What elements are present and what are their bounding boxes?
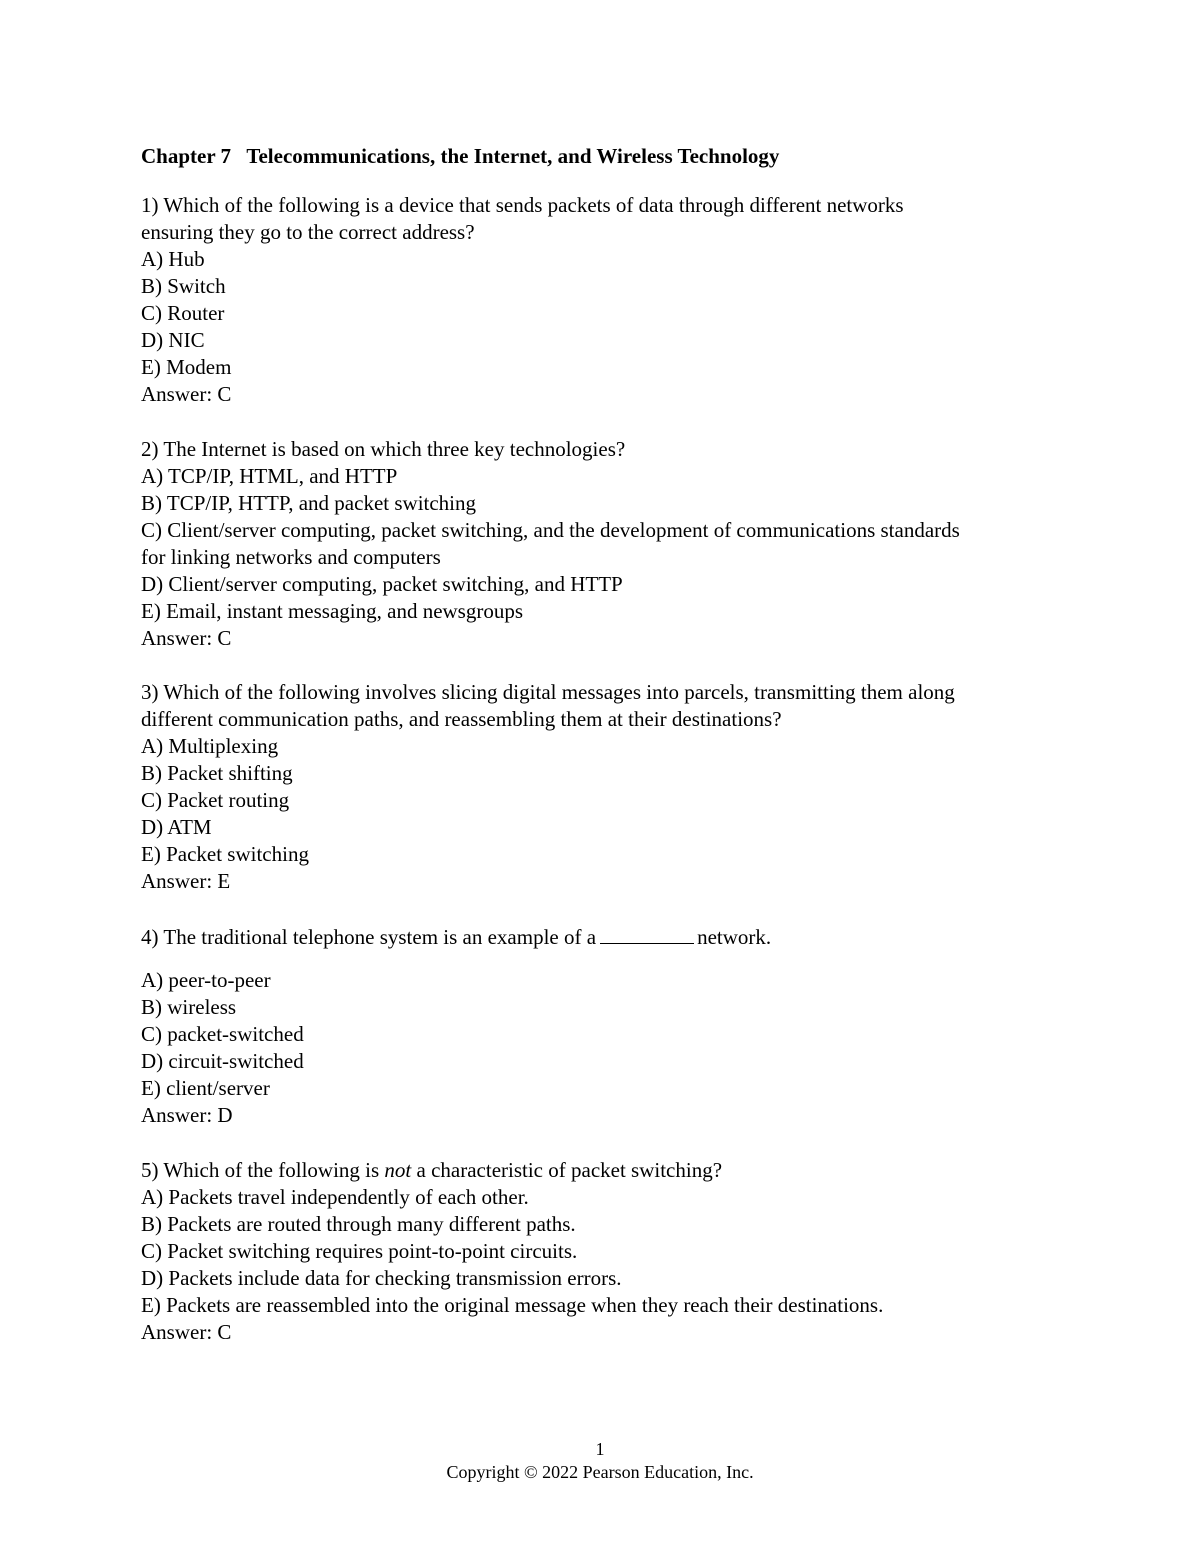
question-text-before-blank: 4) The traditional telephone system is an example of a (141, 925, 597, 949)
option: C) Packet switching requires point-to-point circuits. (141, 1239, 578, 1263)
option: E) Packets are reassembled into the original message when they reach their destinations. (141, 1293, 884, 1317)
question-text: 2) The Internet is based on which three key technologies? (141, 437, 626, 461)
option: D) Client/server computing, packet switching, and HTTP (141, 572, 623, 596)
question-text-after-italic: a characteristic of packet switching? (416, 1158, 723, 1182)
answer: Answer: D (141, 1103, 233, 1127)
option: A) Packets travel independently of each other. (141, 1185, 529, 1209)
option: C) Router (141, 301, 225, 325)
question-text: ensuring they go to the correct address? (141, 220, 475, 244)
fill-in-blank (600, 923, 694, 944)
chapter-title: Chapter 7 Telecommunications, the Internet, and Wireless Technology (141, 144, 780, 168)
answer: Answer: C (141, 1320, 232, 1344)
question-text: 1) Which of the following is a device that sends packets of data through different networks (141, 193, 904, 217)
option: B) Switch (141, 274, 226, 298)
option-continuation: for linking networks and computers (141, 545, 441, 569)
option: D) NIC (141, 328, 205, 352)
option: A) Multiplexing (141, 734, 279, 758)
question-text: 3) Which of the following involves slicing digital messages into parcels, transmitting them along (141, 680, 955, 704)
question-text (141, 1157, 722, 1184)
question-text: different communication paths, and reassembling them at their destinations? (141, 707, 782, 731)
answer: Answer: C (141, 626, 232, 650)
option: E) client/server (141, 1076, 270, 1100)
answer: Answer: E (141, 869, 231, 893)
option: C) packet-switched (141, 1022, 304, 1046)
option: A) peer-to-peer (141, 968, 271, 992)
option: B) Packets are routed through many different paths. (141, 1212, 576, 1236)
option: A) Hub (141, 247, 205, 271)
question-text-after-blank: network. (697, 925, 772, 949)
answer: Answer: C (141, 382, 232, 406)
option: B) Packet shifting (141, 761, 293, 785)
option: A) TCP/IP, HTML, and HTTP (141, 464, 398, 488)
option: E) Email, instant messaging, and newsgroups (141, 599, 524, 623)
option: E) Packet switching (141, 842, 309, 866)
option: C) Client/server computing, packet switching, and the development of communications standards (141, 518, 960, 542)
option: B) TCP/IP, HTTP, and packet switching (141, 491, 477, 515)
question-text-before-italic: 5) Which of the following is (141, 1158, 380, 1182)
option: E) Modem (141, 355, 232, 379)
option: D) circuit-switched (141, 1049, 304, 1073)
copyright-notice: Copyright © 2022 Pearson Education, Inc. (446, 1462, 754, 1482)
question-text-italic: not (384, 1158, 412, 1182)
question-text (141, 923, 771, 951)
option: D) Packets include data for checking transmission errors. (141, 1266, 622, 1290)
option: C) Packet routing (141, 788, 290, 812)
page-number: 1 (595, 1439, 605, 1459)
option: D) ATM (141, 815, 212, 839)
option: B) wireless (141, 995, 237, 1019)
